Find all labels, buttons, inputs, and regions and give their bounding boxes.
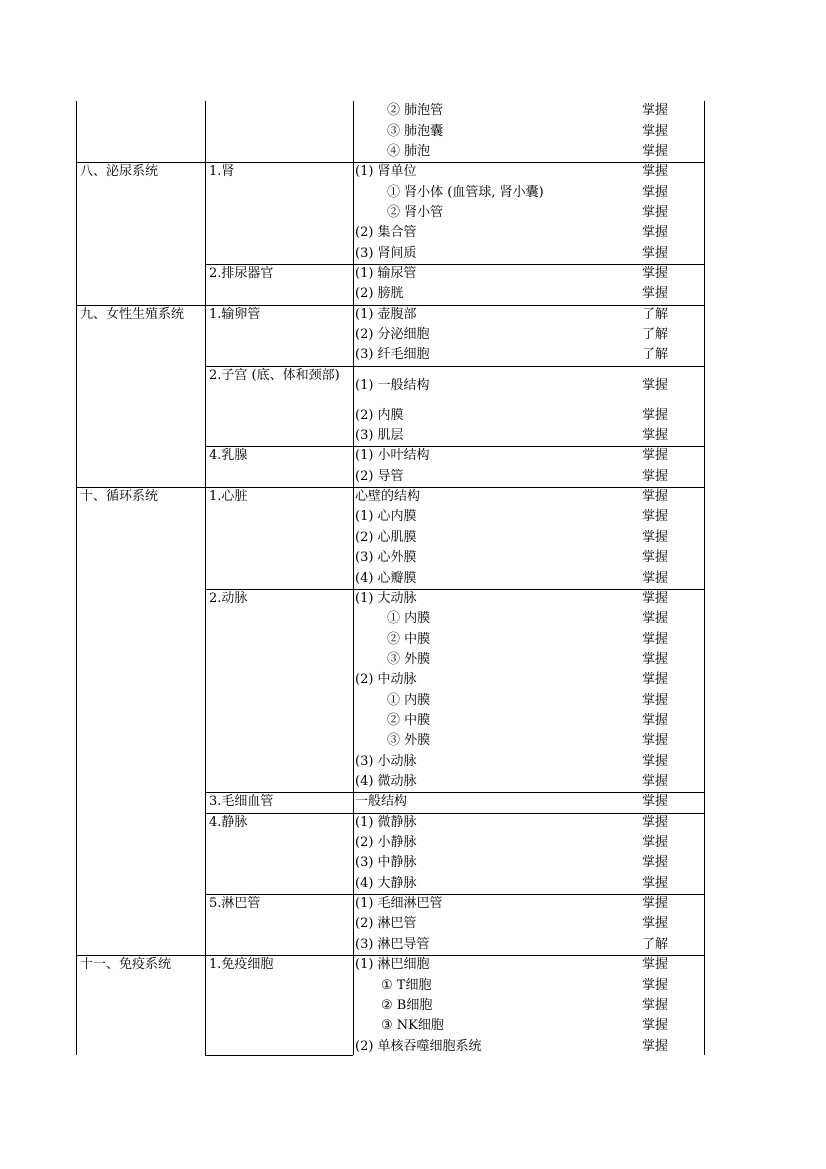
- content-item: ② B细胞: [381, 997, 433, 1013]
- requirement-level: 掌握: [641, 977, 668, 993]
- organ-name: 2.排尿器官: [209, 265, 274, 281]
- organ-name: 1.肾: [209, 164, 235, 180]
- content-item: ① 内膜: [387, 611, 431, 627]
- requirement-level: 掌握: [641, 774, 668, 790]
- content-item: ① T细胞: [381, 977, 432, 993]
- content-item: ③ 肺泡囊: [387, 123, 444, 139]
- content-item: (2) 单核吞噬细胞系统: [355, 1038, 482, 1054]
- content-item: ② 肾小管: [387, 204, 444, 220]
- organ-name: 2.动脉: [209, 590, 248, 606]
- requirement-level: 掌握: [641, 204, 668, 220]
- requirement-level: 掌握: [641, 1018, 668, 1034]
- requirement-level: 掌握: [641, 916, 668, 932]
- content-item: (3) 肌层: [355, 428, 404, 444]
- organ-name: 4.静脉: [209, 814, 248, 830]
- organ-name: 2.子宫 (底、体和颈部): [209, 367, 340, 383]
- requirement-level: 掌握: [641, 184, 668, 200]
- item-column-border: [353, 101, 354, 1055]
- organ-name: 5.淋巴管: [209, 895, 261, 911]
- requirement-level: 掌握: [641, 733, 668, 749]
- organ-name: 1.心脏: [209, 488, 248, 504]
- requirement-level: 掌握: [641, 611, 668, 627]
- content-item: (1) 壶腹部: [355, 306, 417, 322]
- requirement-level: 掌握: [641, 448, 668, 464]
- requirement-level: 掌握: [641, 672, 668, 688]
- content-item: ① 肾小体 (血管球, 肾小囊): [387, 184, 544, 200]
- system-name: 九、女性生殖系统: [80, 306, 185, 322]
- content-item: ① 内膜: [387, 692, 431, 708]
- requirement-level: 掌握: [641, 896, 668, 912]
- requirement-level: 掌握: [641, 835, 668, 851]
- requirement-level: 掌握: [641, 651, 668, 667]
- system-name: 十一、免疫系统: [80, 957, 172, 972]
- requirement-level: 掌握: [641, 692, 668, 708]
- requirement-level: 掌握: [641, 286, 668, 302]
- requirement-level: 掌握: [641, 631, 668, 647]
- requirement-level: 掌握: [641, 225, 668, 241]
- requirement-level: 掌握: [641, 1038, 668, 1054]
- requirement-level: 了解: [641, 306, 668, 322]
- requirement-level: 掌握: [641, 265, 668, 281]
- content-item: (4) 大静脉: [355, 875, 417, 891]
- content-item: ③ 外膜: [387, 733, 431, 749]
- requirement-level: 掌握: [641, 550, 668, 566]
- content-item: (2) 淋巴管: [355, 916, 417, 932]
- content-item: (2) 分泌细胞: [355, 327, 430, 343]
- organ-cell-bottom: [205, 1055, 353, 1056]
- content-item: (3) 心外膜: [355, 550, 417, 566]
- requirement-level: 掌握: [641, 957, 668, 973]
- content-item: 心壁的结构: [355, 489, 421, 505]
- content-item: ④ 肺泡: [387, 143, 431, 159]
- content-item: (1) 输尿管: [355, 265, 417, 281]
- content-item: (2) 集合管: [355, 225, 417, 241]
- content-item: (1) 微静脉: [355, 814, 417, 830]
- content-item: (2) 导管: [355, 468, 404, 484]
- requirement-level: 掌握: [641, 570, 668, 586]
- organ-name: 1.输卵管: [209, 306, 261, 322]
- requirement-level: 了解: [641, 936, 668, 952]
- system-name: 八、泌尿系统: [80, 164, 159, 180]
- content-item: ② 中膜: [387, 712, 431, 728]
- requirement-level: 掌握: [641, 753, 668, 769]
- requirement-level: 掌握: [641, 875, 668, 891]
- content-item: (1) 心内膜: [355, 509, 417, 525]
- organ-column-border: [205, 101, 206, 1055]
- requirement-level: 掌握: [641, 407, 668, 423]
- requirement-level: 掌握: [641, 377, 668, 393]
- requirement-level: 掌握: [641, 590, 668, 606]
- requirement-level: 了解: [641, 347, 668, 363]
- system-name: 十、循环系统: [80, 488, 159, 504]
- content-item: ② 中膜: [387, 631, 431, 647]
- requirement-level: 掌握: [641, 103, 668, 119]
- content-item: (2) 小静脉: [355, 835, 417, 851]
- content-item: (1) 肾单位: [355, 164, 417, 180]
- requirement-level: 掌握: [641, 164, 668, 180]
- content-item: (1) 小叶结构: [355, 448, 430, 464]
- content-item: ② 肺泡管: [387, 103, 444, 119]
- content-item: (1) 毛细淋巴管: [355, 896, 443, 912]
- requirement-level: 掌握: [641, 712, 668, 728]
- content-item: (1) 一般结构: [355, 377, 430, 393]
- content-item: (2) 膀胱: [355, 286, 404, 302]
- requirement-level: 掌握: [641, 855, 668, 871]
- requirement-level: 掌握: [641, 529, 668, 545]
- content-item: (3) 淋巴导管: [355, 936, 430, 952]
- content-item: (3) 纤毛细胞: [355, 347, 430, 363]
- requirement-level: 掌握: [641, 245, 668, 261]
- content-item: 一般结构: [355, 794, 408, 810]
- requirement-level: 掌握: [641, 428, 668, 444]
- content-item: (3) 小动脉: [355, 753, 417, 769]
- content-item: (2) 内膜: [355, 407, 404, 423]
- content-item: (2) 中动脉: [355, 672, 417, 688]
- requirement-level: 掌握: [641, 489, 668, 505]
- requirement-level: 了解: [641, 327, 668, 343]
- requirement-level: 掌握: [641, 814, 668, 830]
- content-item: (4) 心瓣膜: [355, 570, 417, 586]
- requirement-level: 掌握: [641, 468, 668, 484]
- content-item: (3) 中静脉: [355, 855, 417, 871]
- requirement-level: 掌握: [641, 123, 668, 139]
- content-item: ③ NK细胞: [381, 1018, 444, 1034]
- content-item: (4) 微动脉: [355, 774, 417, 790]
- organ-name: 3.毛细血管: [209, 794, 274, 810]
- content-item: (1) 大动脉: [355, 590, 417, 606]
- requirement-level: 掌握: [641, 794, 668, 810]
- content-item: (2) 心肌膜: [355, 529, 417, 545]
- table-left-border: [76, 101, 77, 1055]
- requirement-level: 掌握: [641, 997, 668, 1013]
- content-item: ③ 外膜: [387, 651, 431, 667]
- content-item: (1) 淋巴细胞: [355, 957, 430, 973]
- requirement-level: 掌握: [641, 509, 668, 525]
- content-item: (3) 肾间质: [355, 245, 417, 261]
- organ-name: 4.乳腺: [209, 448, 248, 464]
- organ-name: 1.免疫细胞: [209, 957, 274, 972]
- requirement-level: 掌握: [641, 143, 668, 159]
